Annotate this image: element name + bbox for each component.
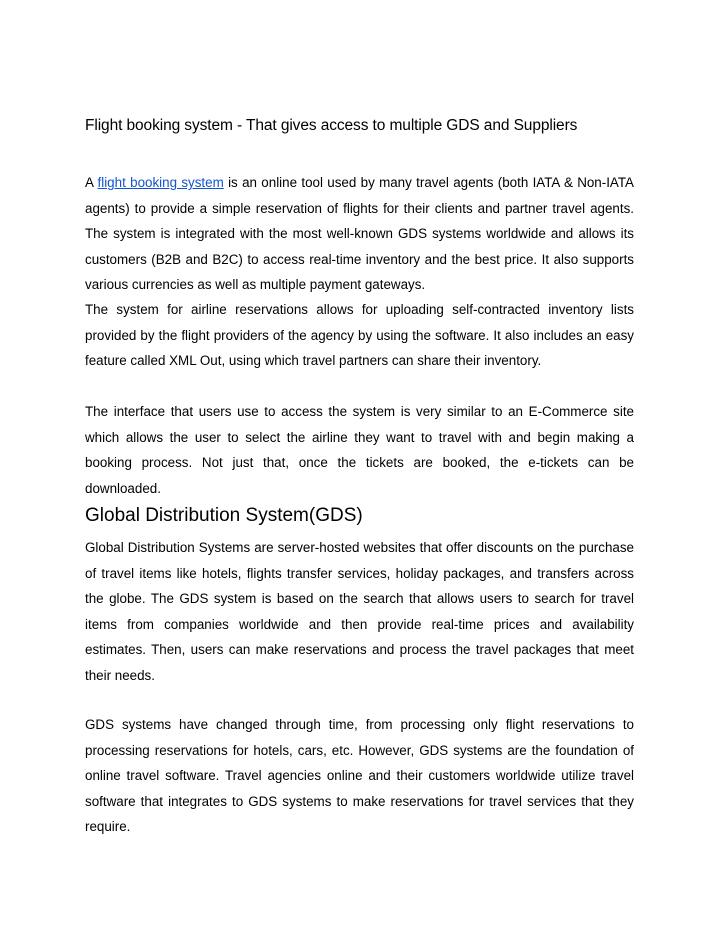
- paragraph-gds-definition: Global Distribution Systems are server-hosted websites that offer discounts on the purchase of travel items like hotels, flights transfer services, holiday packages, and transfers across the globe. The GDS system is based on the search that allows users to search for travel items from companies worldwide and then provide real-time prices and availability estimates. Then, users can make reservations and process the travel packages that meet their needs.: [85, 540, 634, 683]
- flight-booking-system-link[interactable]: flight booking system: [97, 175, 224, 190]
- paragraph-gds-history: GDS systems have changed through time, from processing only flight reservations to processing reservations for hotels, cars, etc. However, GDS systems are the foundation of online travel software. Travel agencies online and their customers worldwide utilize travel software that integrates to GDS systems to make reservations for travel services that they require.: [85, 717, 634, 834]
- intro-prefix: A: [85, 175, 98, 190]
- document-title: Flight booking system - That gives access to multiple GDS and Suppliers: [85, 117, 578, 134]
- paragraph-inventory: The system for airline reservations allows for uploading self-contracted inventory lists provided by the flight providers of the agency by using the software. It also includes an easy feature called XML Out, using which travel partners can share their inventory.: [85, 302, 634, 368]
- intro-paragraph: [85, 170, 634, 298]
- paragraph-interface: The interface that users use to access the system is very similar to an E-Commerce site which allows the user to select the airline they want to travel with and begin making a booking process. Not just that, once the tickets are booked, the e-tickets can be downloaded.: [85, 404, 634, 496]
- section-heading-gds: Global Distribution System(GDS): [85, 505, 363, 526]
- intro-suffix: is an online tool used by many travel agents (both IATA & Non-IATA agents) to provide a simple reservation of flights for their clients and partner travel agents. The system is integrated with the most well-known GDS systems worldwide and allows its customers (B2B and B2C) to access real-time inventory and the best price. It also supports various currencies as well as multiple payment gateways.: [85, 175, 634, 292]
